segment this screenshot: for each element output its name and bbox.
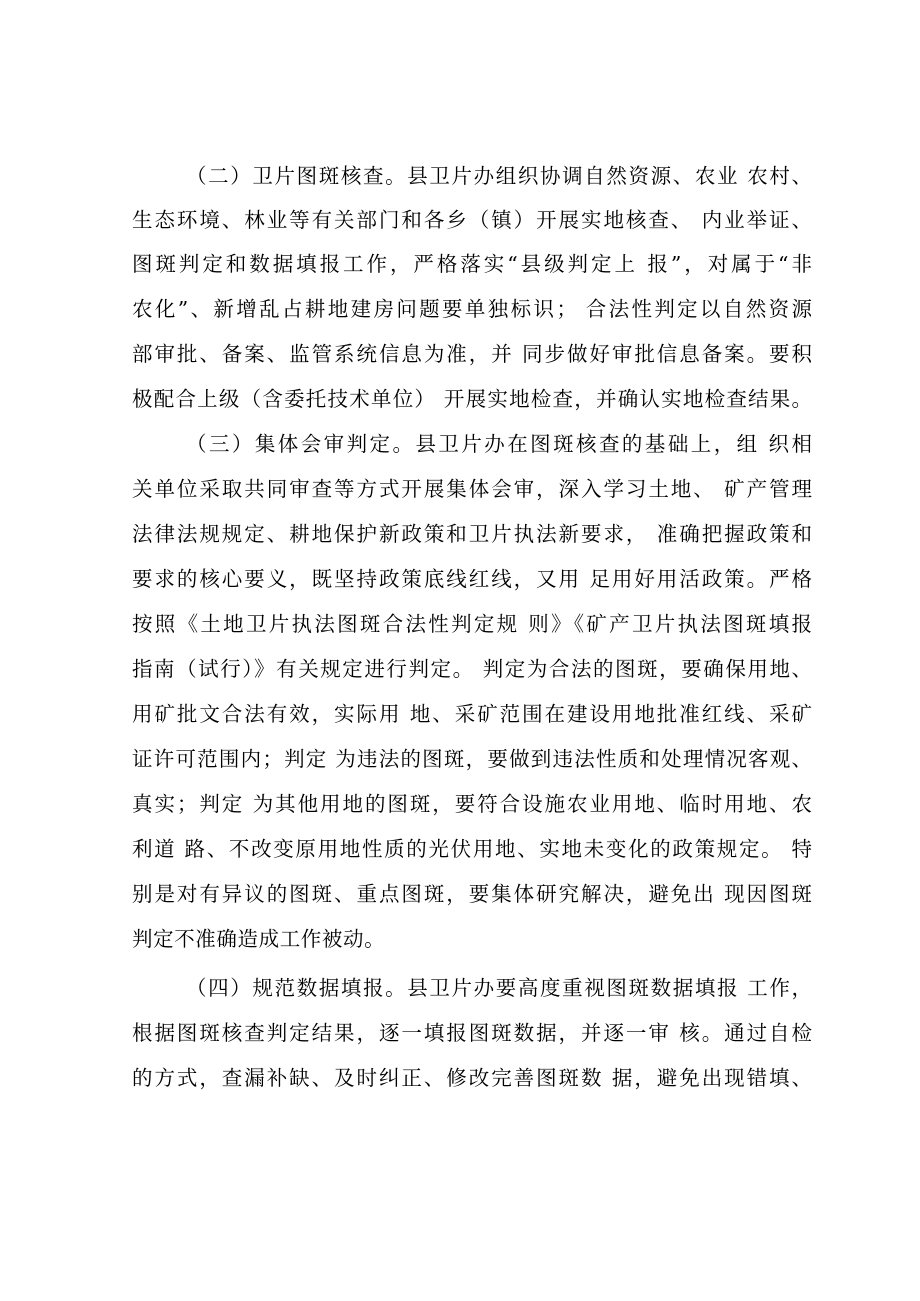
paragraph-2-line-3: 图斑判定和数据填报工作，严格落实“县级判定上 报”，对属于“非 [132, 252, 812, 276]
paragraph-2-line-2: 生态环境、林业等有关部门和各乡（镇）开展实地核查、 内业举证、 [132, 208, 812, 232]
paragraph-3-line-2: 关单位采取共同审查等方式开展集体会审，深入学习土地、 矿产管理 [132, 477, 812, 501]
paragraph-2-line-5: 部审批、备案、监管系统信息为准，并 同步做好审批信息备案。要积 [132, 342, 812, 366]
paragraph-3-line-7: 用矿批文合法有效，实际用 地、采矿范围在建设用地批准红线、采矿 [132, 702, 812, 726]
paragraph-2-line-4: 农化”、新增乱占耕地建房问题要单独标识； 合法性判定以自然资源 [132, 297, 812, 321]
paragraph-3-line-12: 判定不准确造成工作被动。 [132, 927, 386, 951]
paragraph-3-line-8: 证许可范围内；判定 为违法的图斑，要做到违法性质和处理情况客观、 [132, 747, 812, 771]
paragraph-3-line-4: 要求的核心要义，既坚持政策底线红线，又用 足用好用活政策。严格 [132, 567, 812, 591]
paragraph-3-line-9: 真实；判定 为其他用地的图斑，要符合设施农业用地、临时用地、农 [132, 792, 812, 816]
paragraph-3-line-5: 按照《土地卫片执法图斑合法性判定规 则》《矿产卫片执法图斑填报 [132, 612, 812, 636]
paragraph-2-line-1: （二）卫片图斑核查。县卫片办组织协调自然资源、农业 农村、 [186, 164, 812, 188]
paragraph-4-line-3: 的方式，查漏补缺、及时纠正、修改完善图斑数 据，避免出现错填、 [132, 1066, 812, 1090]
paragraph-4-line-2: 根据图斑核查判定结果，逐一填报图斑数据，并逐一审 核。通过自检 [132, 1021, 812, 1045]
paragraph-4-line-1: （四）规范数据填报。县卫片办要高度重视图斑数据填报 工作， [186, 976, 812, 1000]
paragraph-3-line-6: 指南（试行）》有关规定进行判定。 判定为合法的图斑，要确保用地、 [132, 657, 812, 681]
paragraph-2-line-6: 极配合上级（含委托技术单位） 开展实地检查，并确认实地检查结果。 [132, 387, 812, 411]
paragraph-3-line-10: 利道 路、不改变原用地性质的光伏用地、实地未变化的政策规定。 特 [132, 837, 812, 861]
paragraph-3-line-11: 别是对有异议的图斑、重点图斑，要集体研究解决，避免出 现因图斑 [132, 882, 812, 906]
paragraph-3-line-1: （三）集体会审判定。县卫片办在图斑核查的基础上，组 织相 [186, 432, 812, 456]
paragraph-3-line-3: 法律法规规定、耕地保护新政策和卫片执法新要求， 准确把握政策和 [132, 522, 812, 546]
